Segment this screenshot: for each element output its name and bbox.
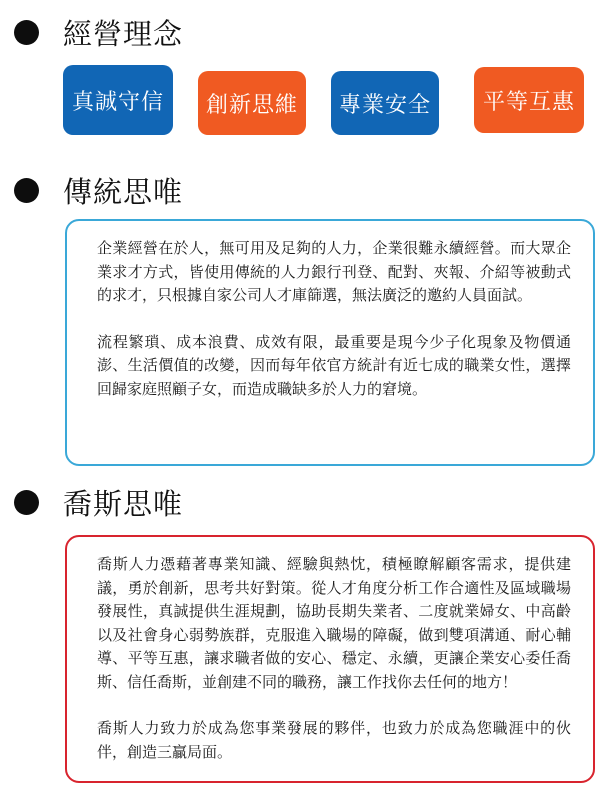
philosophy-heading-text: 經營理念 xyxy=(63,16,184,51)
joss-panel xyxy=(65,535,595,783)
bullet-icon xyxy=(14,490,39,515)
joss-heading xyxy=(14,482,183,522)
joss-paragraph-1: 喬斯人力憑藉著專業知識、經驗與熱忱，積極瞭解顧客需求，提供建議，勇於創新，思考共好對策。從人才角度分析工作合適性及區域職場發展性，真誠提供生涯規劃，協助長期失業者、二度就業婦女、中高齡以及社會身心弱勢族群，克服進入職場的障礙，做到雙項溝通、耐心輔導、平等互惠，讓求職者做的安心、穩定、永續，更讓企業安心委任喬斯、信任喬斯，並創建不同的職務，讓工作找你去任何的地方！ xyxy=(97,555,571,691)
traditional-heading-text: 傳統思唯 xyxy=(63,174,184,209)
joss-paragraph-2: 喬斯人力致力於成為您事業發展的夥伴，也致力於成為您職涯中的伙伴，創造三贏局面。 xyxy=(97,719,571,761)
traditional-heading xyxy=(14,170,183,210)
badge-integrity: 真誠守信 xyxy=(63,65,173,135)
badge-innovation: 創新思維 xyxy=(198,71,306,135)
traditional-paragraph-1: 企業經營在於人，無可用及足夠的人力，企業很難永續經營。而大眾企業求才方式，皆使用傳統的人力銀行刊登、配對、夾報、介紹等被動式的求才，只根據自家公司人才庫篩選，無法廣泛的邀約人員面試。 xyxy=(97,239,571,304)
philosophy-badges xyxy=(0,65,607,135)
traditional-paragraph-2: 流程繁瑣、成本浪費、成效有限，最重要是現今少子化現象及物價通澎、生活價值的改變，因而每年依官方統計有近七成的職業女性，選擇回歸家庭照顧子女，而造成職缺多於人力的窘境。 xyxy=(97,332,571,398)
bullet-icon xyxy=(14,20,39,45)
bullet-icon xyxy=(14,178,39,203)
joss-heading-text: 喬斯思唯 xyxy=(63,486,184,521)
badge-mutual-benefit: 平等互惠 xyxy=(474,67,584,133)
badge-professional-safety: 專業安全 xyxy=(331,71,439,135)
traditional-panel xyxy=(65,219,595,466)
philosophy-heading xyxy=(14,12,183,52)
